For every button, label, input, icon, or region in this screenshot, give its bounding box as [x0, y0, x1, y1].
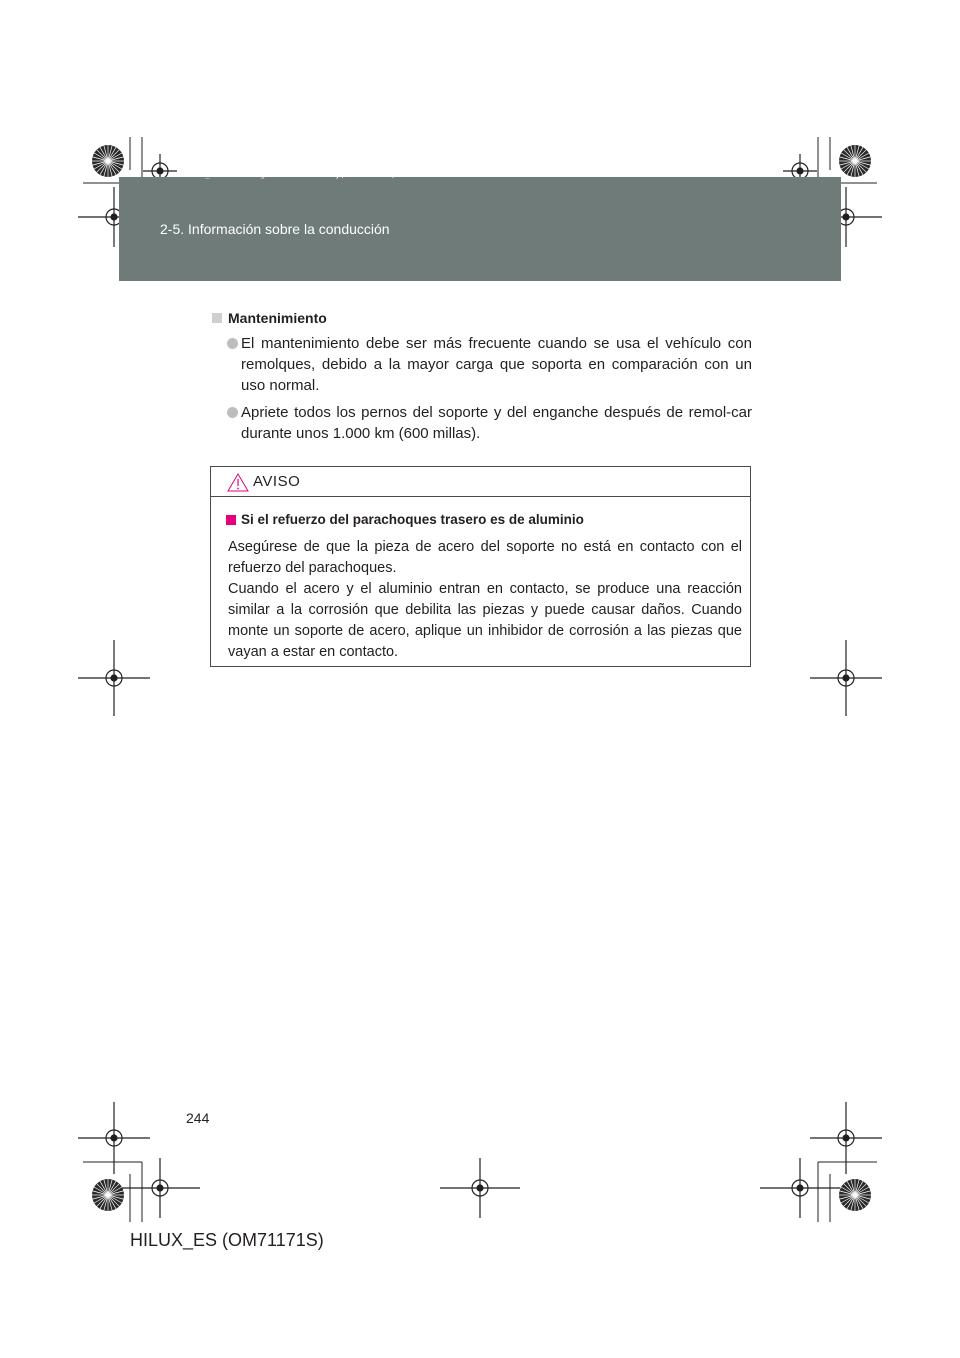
caution-box	[210, 466, 751, 667]
caution-paragraph: Asegúrese de que la pieza de acero del soporte no está en contacto con el refuerzo del parachoques.	[228, 539, 742, 576]
round-bullet-icon	[227, 338, 238, 349]
caution-body	[211, 497, 750, 663]
list-item	[212, 402, 752, 444]
caution-header	[211, 467, 750, 497]
caution-label: AVISO	[253, 473, 301, 490]
square-bullet-icon	[226, 515, 236, 525]
book-info-line: HILUX_ES.book Page 244 Wednesday, March 23, 2011 4:15 PM	[180, 170, 461, 179]
section-title: 2-5. Información sobre la conducción	[160, 221, 390, 237]
square-bullet-icon	[212, 313, 222, 323]
caution-heading-text: Si el refuerzo del parachoques trasero es de aluminio	[241, 512, 584, 527]
document-code: HILUX_ES (OM71171S)	[130, 1230, 324, 1250]
warning-triangle-icon	[227, 473, 249, 492]
caution-text	[226, 537, 742, 663]
caution-heading	[226, 511, 742, 529]
list-item-text: El mantenimiento debe ser más frecuente cuando se usa el vehículo con remolques, debido a la mayor carga que soporta en comparación con un uso normal.	[241, 335, 752, 394]
list-item-text: Apriete todos los pernos del soporte y del enganche después de remol-car durante unos 1.000 km (600 millas).	[241, 404, 752, 442]
maintenance-section	[212, 309, 752, 444]
maintenance-heading-text: Mantenimiento	[228, 310, 327, 326]
list-item	[212, 333, 752, 396]
round-bullet-icon	[227, 407, 238, 418]
maintenance-heading	[212, 309, 752, 328]
caution-paragraph: Cuando el acero y el aluminio entran en contacto, se produce una reacción similar a la corrosión que debilita las piezas y puede causar daños. Cuando monte un soporte de acero, aplique un inhibidor de corrosión a las piezas que vayan a estar en contacto.	[228, 581, 742, 660]
page-number: 244	[186, 1110, 210, 1126]
